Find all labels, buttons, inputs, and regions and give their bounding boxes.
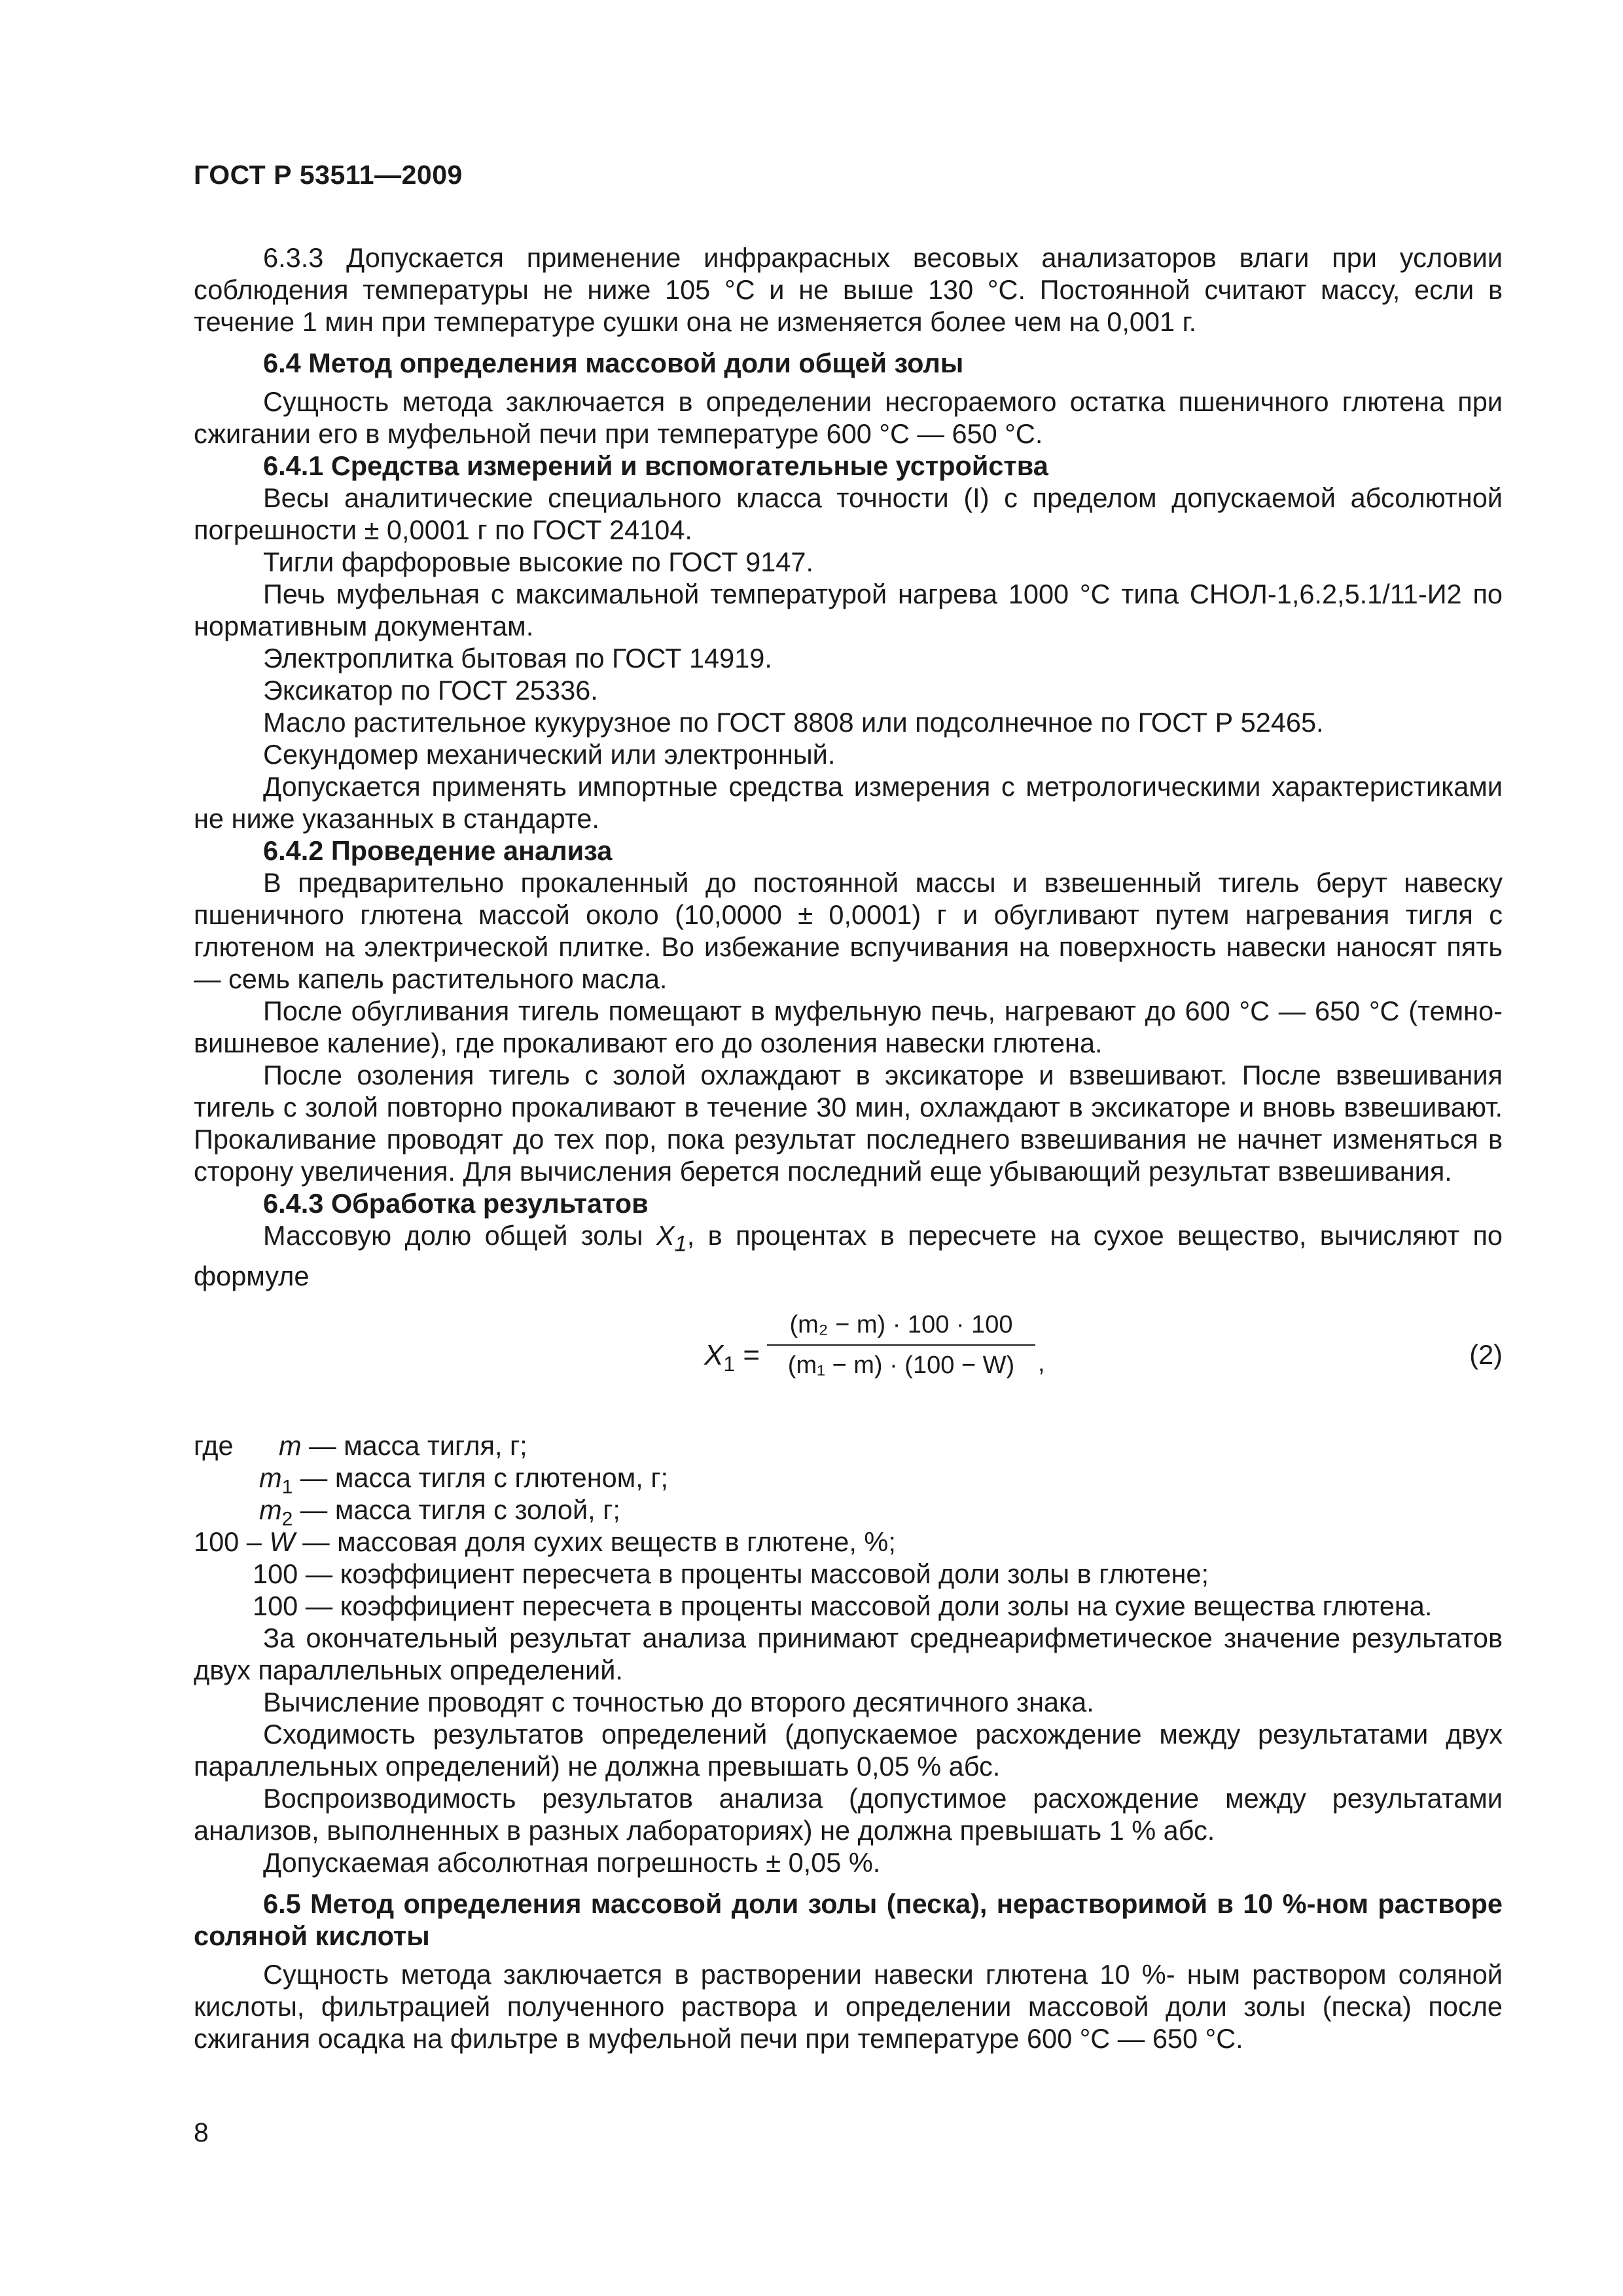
paragraph: Секундомер механический или электронный. — [263, 739, 836, 770]
paragraph: Эксикатор по ГОСТ 25336. — [263, 675, 598, 706]
legend-row — [194, 1494, 1503, 1530]
legend-row — [194, 1558, 1503, 1590]
paragraph: Масло растительное кукурузное по ГОСТ 8808 или подсолнечное по ГОСТ Р 52465. — [263, 707, 1324, 738]
document-page — [194, 160, 1503, 2054]
paragraph: Допускаемая абсолютная погрешность ± 0,05 %. — [263, 1847, 881, 1878]
heading-6-4-1: 6.4.1 Средства измерений и вспомогательные устройства — [263, 450, 1048, 481]
formula-number: (2) — [1469, 1339, 1503, 1371]
legend-row — [194, 1526, 1503, 1558]
legend-entry: 100 — коэффициент пересчета в проценты массовой доли золы на сухие вещества глютена. — [253, 1590, 1433, 1622]
page-number: 8 — [194, 2117, 209, 2147]
paragraph: Тигли фарфоровые высокие по ГОСТ 9147. — [263, 547, 813, 577]
heading-6-4-3: 6.4.3 Обработка результатов — [263, 1188, 649, 1219]
formula-denominator: (m₁ − m) · (100 − W) — [787, 1352, 1015, 1380]
heading-6-5: 6.5 Метод определения массовой доли золы (песка), нерастворимой в 10 %-ном растворе соляной кислоты — [194, 1888, 1503, 1952]
legend-entry: m — масса тигля, г; — [279, 1430, 527, 1462]
formula-fraction — [767, 1308, 1035, 1382]
fraction-bar — [767, 1344, 1035, 1346]
legend-row — [194, 1590, 1503, 1622]
text: Массовую долю общей золы — [263, 1220, 656, 1251]
legend-entry: 100 — коэффициент пересчета в проценты массовой доли золы в глютене; — [253, 1558, 1209, 1590]
paragraph: Электроплитка бытовая по ГОСТ 14919. — [263, 643, 772, 673]
paragraph: Воспроизводимость результатов анализа (допустимое расхождение между результатами анализов, выполненных в разных лабораториях) не должна превышать 1 % абс. — [194, 1783, 1503, 1846]
paragraph: После обугливания тигель помещают в муфельную печь, нагревают до 600 °С — 650 °С (темно-вишневое каление), где прокаливают его до озоления навески глютена. — [194, 996, 1503, 1058]
document-header: ГОСТ Р 53511—2009 — [194, 160, 463, 190]
formula-lhs: $X_1$ = — [704, 1339, 760, 1376]
formula-numerator: (m₂ − m) · 100 · 100 — [789, 1311, 1013, 1339]
symbol-x1: $X_1$ — [656, 1220, 687, 1257]
paragraph: Допускается применять импортные средства измерения с метрологическими характеристиками не ниже указанных в стандарте. — [194, 771, 1503, 834]
legend-row — [194, 1462, 1503, 1498]
paragraph: Весы аналитические специального класса точности (I) с пределом допускаемой абсолютной погрешности ± 0,0001 г по ГОСТ 24104. — [194, 482, 1503, 545]
formula-comma: , — [1038, 1350, 1045, 1378]
heading-6-4-2: 6.4.2 Проведение анализа — [263, 835, 613, 866]
legend-entry: 100 – W — массовая доля сухих веществ в глютене, %; — [194, 1526, 896, 1558]
paragraph: Вычисление проводят с точностью до второго десятичного знака. — [263, 1687, 1094, 1718]
paragraph: Сущность метода заключается в растворении навески глютена 10 %- ным раствором соляной кислоты, фильтрацией полученного раствора и определении массовой доли золы (песка) после сжигания осадка на фильтре в муфельной печи при температуре 600 °С — 650 °С. — [194, 1959, 1503, 2054]
legend-entry: $m_1$ — масса тигля с глютеном, г; — [259, 1462, 668, 1498]
legend-row — [194, 1429, 1503, 1462]
paragraph: За окончательный результат анализа принимают среднеарифметическое значение результатов двух параллельных определений. — [194, 1623, 1503, 1686]
paragraph-formula-intro — [194, 1219, 1503, 1292]
formula-legend — [194, 1429, 1503, 1622]
paragraph: В предварительно прокаленный до постоянной массы и взвешенный тигель берут навеску пшеничного глютена массой около (10,0000 ± 0,0001) г и обугливают путем нагревания тигля с глютеном на электрической плитке. Во избежание вспучивания на поверхность навески наносят пять — семь капель растительного масла. — [194, 867, 1503, 994]
legend-entry: $m_2$ — масса тигля с золой, г; — [259, 1494, 620, 1530]
legend-where-label: где — [194, 1430, 234, 1462]
paragraph: Печь муфельная с максимальной температурой нагрева 1000 °С типа СНОЛ-1,6.2,5.1/11-И2 по нормативным документам. — [194, 579, 1503, 641]
text: , в процентах в пересчете на сухое вещество, вычисляют по формуле — [194, 1220, 1503, 1292]
paragraph-6-3-3: 6.3.3 Допускается применение инфракрасных весовых анализаторов влаги при условии соблюдения температуры не ниже 105 °С и не выше 130 °С. Постоянной считают массу, если в течение 1 мин при температуре сушки она не изменяется более чем на 0,001 г. — [194, 242, 1503, 337]
formula-2 — [194, 1308, 1503, 1419]
paragraph: Сущность метода заключается в определении несгораемого остатка пшеничного глютена при сжигании его в муфельной печи при температуре 600 °С — 650 °С. — [194, 386, 1503, 449]
paragraph: Сходимость результатов определений (допускаемое расхождение между результатами двух параллельных определений) не должна превышать 0,05 % абс. — [194, 1719, 1503, 1782]
heading-6-4: 6.4 Метод определения массовой доли общей золы — [263, 348, 964, 378]
paragraph: После озоления тигель с золой охлаждают в эксикаторе и взвешивают. После взвешивания тигель с золой повторно прокаливают в течение 30 мин, охлаждают в эксикаторе и вновь взвешивают. Прокаливание проводят до тех пор, пока результат последнего взвешивания не начнет изменяться в сторону увеличения. Для вычисления берется последний еще убывающий результат взвешивания. — [194, 1060, 1503, 1187]
